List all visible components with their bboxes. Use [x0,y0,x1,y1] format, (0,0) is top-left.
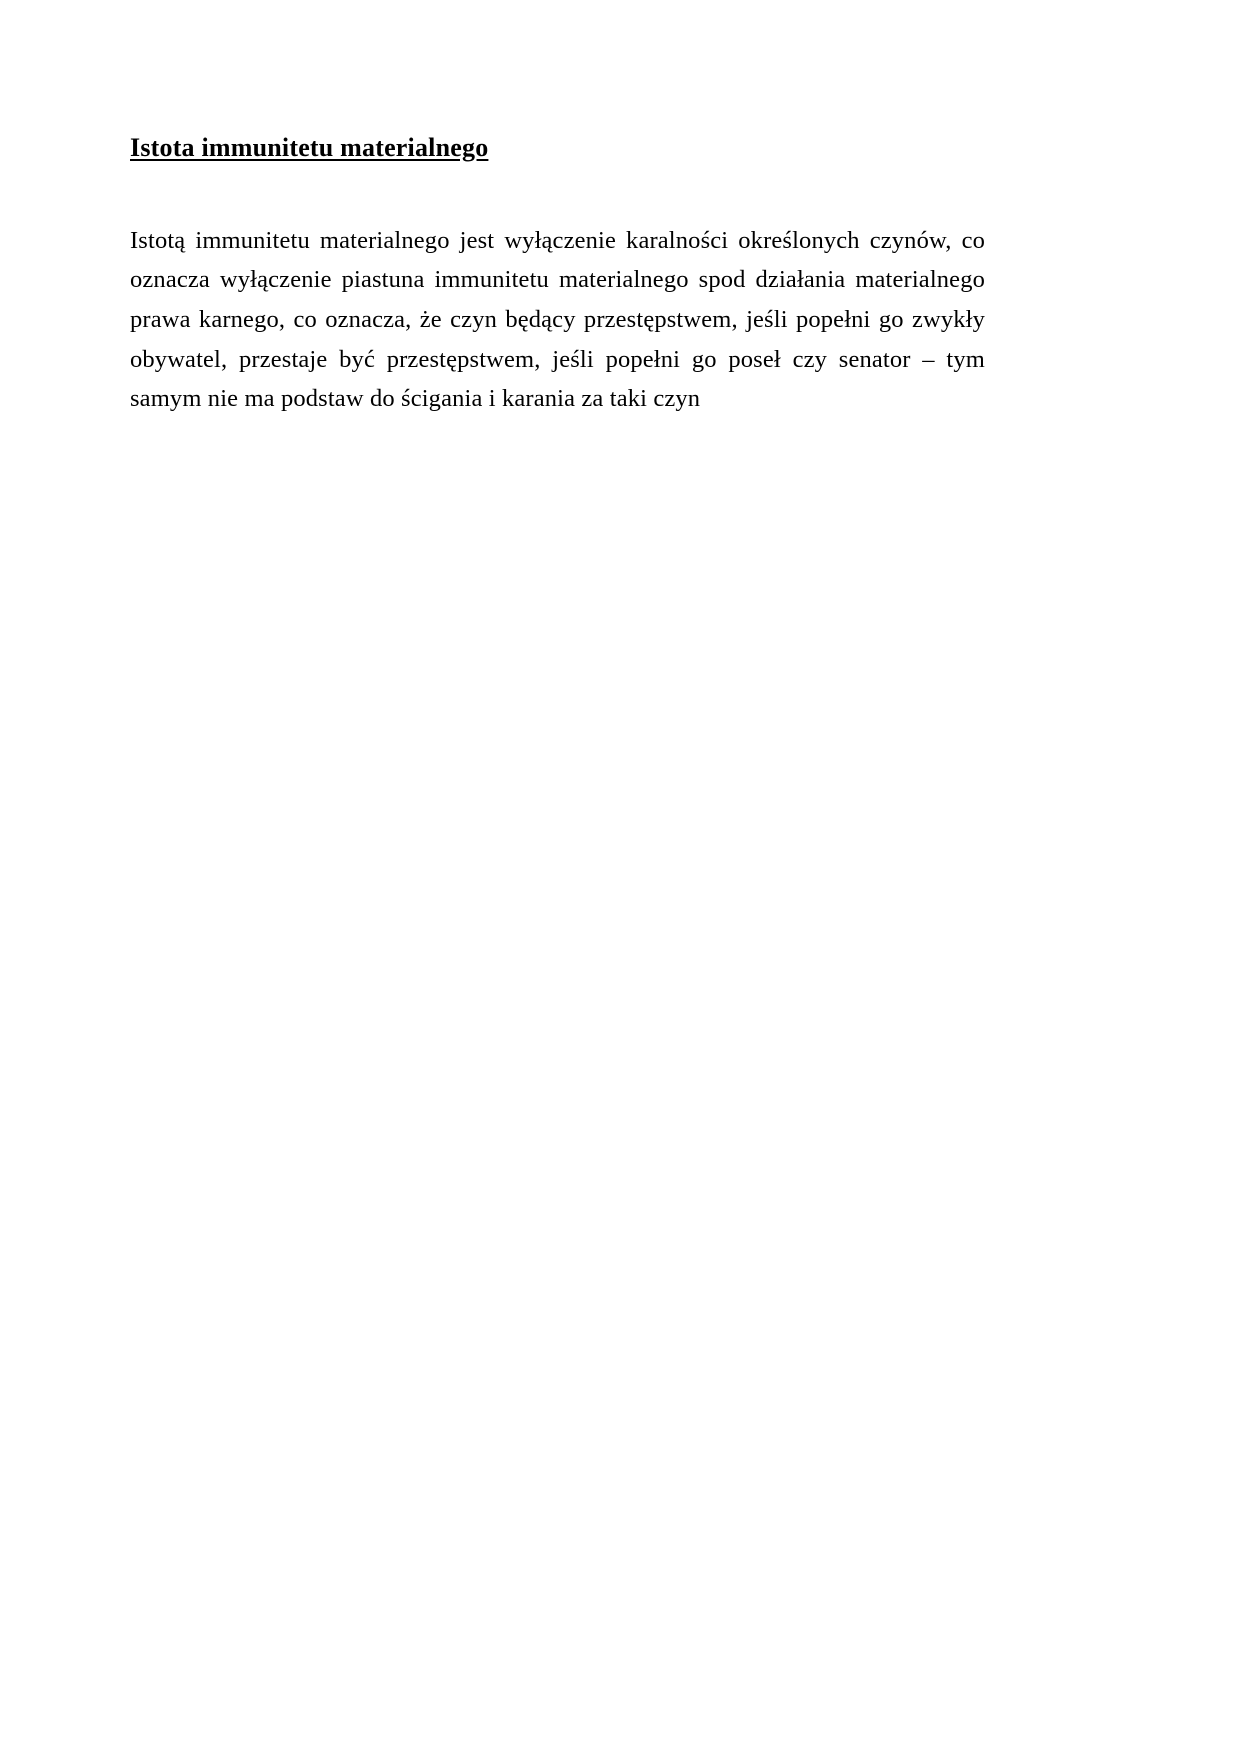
body-paragraph: Istotą immunitetu materialnego jest wyłączenie karalności określonych czynów, co oznacza wyłączenie piastuna immunitetu materialnego spod działania materialnego prawa karnego, co oznacza, że czyn będący przestępstwem, jeśli popełni go zwykły obywatel, przestaje być przestępstwem, jeśli popełni go poseł czy senator – tym samym nie ma podstaw do ścigania i karania za taki czyn [130,226,985,413]
document-content [130,132,985,419]
page-title: Istota immunitetu materialnego [130,133,489,162]
title-body-spacer [130,165,985,221]
